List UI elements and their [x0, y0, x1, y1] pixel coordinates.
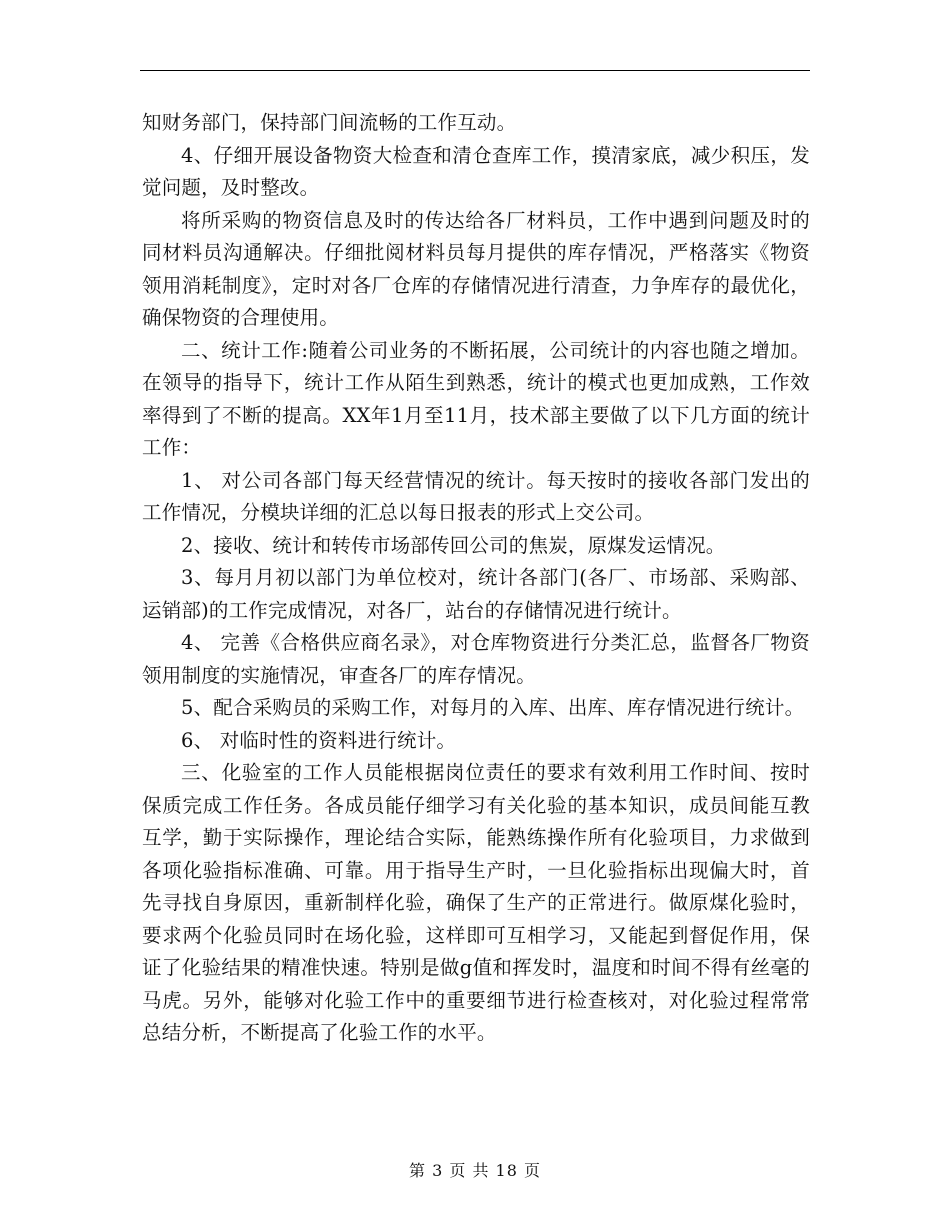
paragraph-section-3-lab: 三、化验室的工作人员能根据岗位责任的要求有效利用工作时间、按时保质完成工作任务。各成员能仔细学习有关化验的基本知识，成员间能互教互学，勤于实际操作，理论结合实际，能熟练操作所有化验项目，力求做到各项化验指标准确、可靠。用于指导生产时，一旦化验指标出现偏大时，首先寻找自身原因，重新制样化验，确保了生产的正常进行。做原煤化验时，要求两个化验员同时在场化验，这样即可互相学习，又能起到督促作用，保证了化验结果的精准快速。特别是做g值和挥发时，温度和时间不得有丝毫的马虎。另外，能够对化验工作中的重要细节进行检查核对，对化验过程常常总结分析，不断提高了化验工作的水平。: [142, 761, 810, 1044]
header-rule: [140, 70, 810, 71]
paragraph-materials: 将所采购的物资信息及时的传达给各厂材料员，工作中遇到问题及时的同材料员沟通解决。仔细批阅材料员每月提供的库存情况，严格落实《物资领用消耗制度》，定时对各厂仓库的存储情况进行清查，力争库存的最优化，确保物资的合理使用。: [142, 208, 810, 329]
document-body: [142, 107, 810, 1050]
page-footer: 第 3 页 共 18 页: [409, 1161, 541, 1180]
paragraph-stat-item-3: 3、每月月初以部门为单位校对，统计各部门(各厂、市场部、采购部、运销部)的工作完成情况，对各厂，站台的存储情况进行统计。: [142, 566, 810, 622]
paragraph-section-2-statistics: 二、统计工作:随着公司业务的不断拓展，公司统计的内容也随之增加。在领导的指导下，统计工作从陌生到熟悉，统计的模式也更加成熟，工作效率得到了不断的提高。XX年1月至11月，技术部主要做了以下几方面的统计工作：: [142, 338, 810, 459]
paragraph-stat-item-5: 5、配合采购员的采购工作，对每月的入库、出库、库存情况进行统计。: [181, 696, 805, 719]
paragraph-stat-item-6: 6、 对临时性的资料进行统计。: [181, 728, 457, 752]
paragraph-stat-item-1: 1、 对公司各部门每天经营情况的统计。每天按时的接收各部门发出的工作情况，分模块详细的汇总以每日报表的形式上交公司。: [142, 468, 810, 524]
paragraph-stat-item-4: 4、 完善《合格供应商名录》，对仓库物资进行分类汇总，监督各厂物资领用制度的实施情况，审查各厂的库存情况。: [142, 631, 810, 687]
paragraph-stat-item-2: 2、接收、统计和转传市场部传回公司的焦炭，原煤发运情况。: [181, 533, 726, 557]
paragraph-continuation: 知财务部门，保持部门间流畅的工作互动。: [142, 111, 517, 134]
paragraph-item-4-inventory: 4、仔细开展设备物资大检查和清仓查库工作，摸清家底，减少积压，发觉问题，及时整改。: [142, 143, 810, 199]
